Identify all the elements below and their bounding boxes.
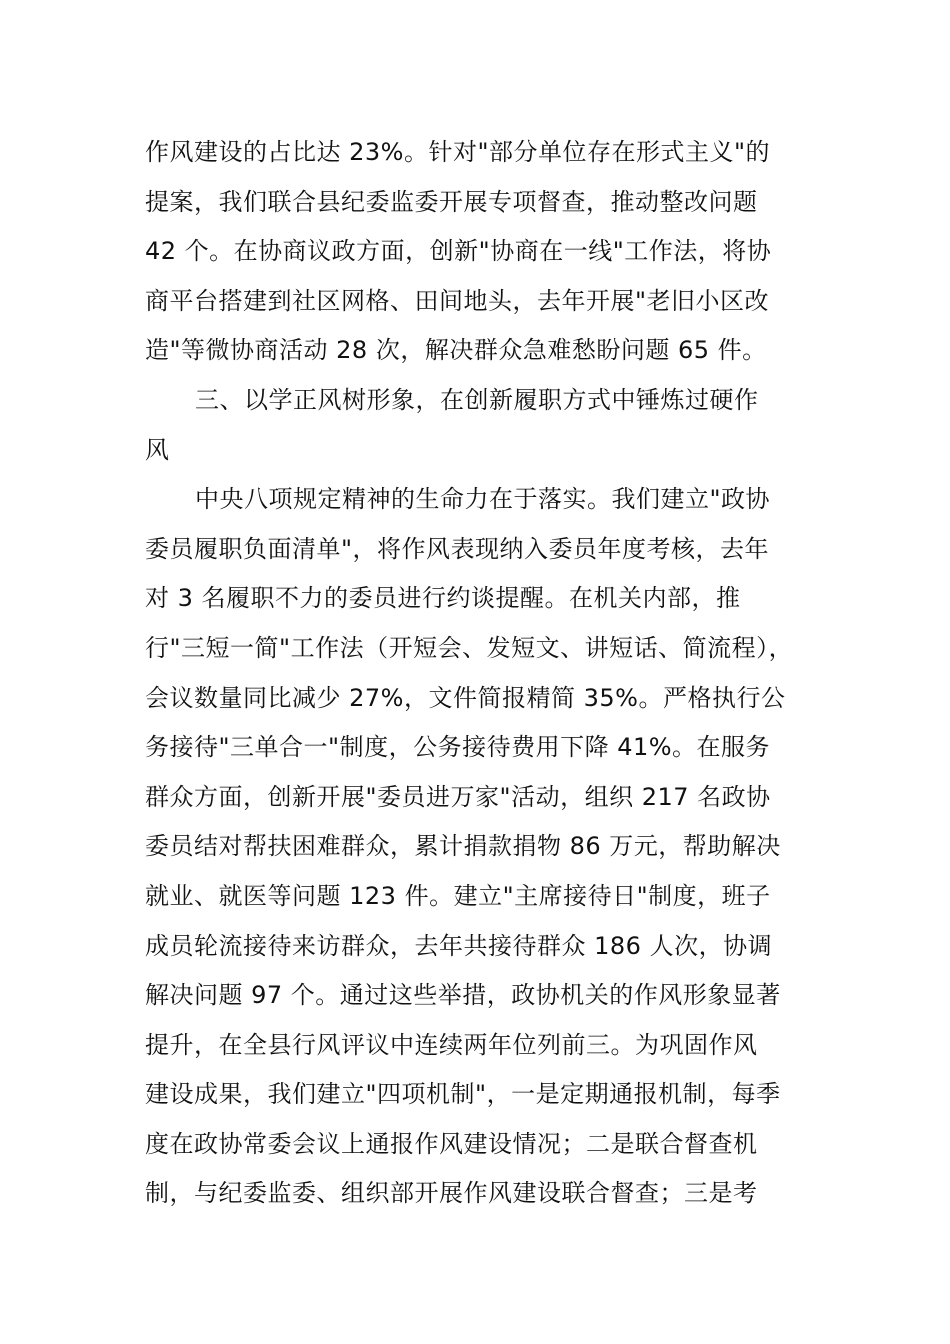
text-line: 会议数量同比减少 27%，文件简报精简 35%。严格执行公 <box>145 683 786 712</box>
text-line: 委员履职负面清单"，将作风表现纳入委员年度考核，去年 <box>145 534 770 563</box>
text-line: 务接待"三单合一"制度，公务接待费用下降 41%。在服务 <box>145 733 771 762</box>
text-line: 度在政协常委会议上通报作风建设情况；二是联合督查机 <box>145 1129 758 1158</box>
text-line: 提案，我们联合县纪委监委开展专项督查，推动整改问题 <box>145 187 758 216</box>
section-heading: 三、以学正风树形象，在创新履职方式中锤炼过硬作 <box>195 385 759 414</box>
text-line: 造"等微协商活动 28 次，解决群众急难愁盼问题 65 件。 <box>145 336 767 365</box>
paragraph-start: 中央八项规定精神的生命力在于落实。我们建立"政协 <box>195 485 771 514</box>
text-line: 就业、就医等问题 123 件。建立"主席接待日"制度，班子 <box>145 881 771 910</box>
text-line: 建设成果，我们建立"四项机制"，一是定期通报机制，每季 <box>145 1080 781 1109</box>
body-text <box>145 128 825 1219</box>
section-heading-continuation: 风 <box>145 435 170 464</box>
text-line: 提升，在全县行风评议中连续两年位列前三。为巩固作风 <box>145 1030 758 1059</box>
text-line: 制，与纪委监委、组织部开展作风建设联合督查；三是考 <box>145 1179 758 1208</box>
text-line: 商平台搭建到社区网格、田间地头，去年开展"老旧小区改 <box>145 286 770 315</box>
text-line: 作风建设的占比达 23%。针对"部分单位存在形式主义"的 <box>145 138 771 166</box>
text-line: 行"三短一简"工作法（开短会、发短文、讲短话、简流程）， <box>145 633 794 662</box>
text-line: 解决问题 97 个。通过这些举措，政协机关的作风形象显著 <box>145 981 781 1010</box>
text-line: 委员结对帮扶困难群众，累计捐款捐物 86 万元，帮助解决 <box>145 832 781 861</box>
text-line: 对 3 名履职不力的委员进行约谈提醒。在机关内部，推 <box>145 584 741 613</box>
text-line: 42 个。在协商议政方面，创新"协商在一线"工作法，将协 <box>145 237 772 266</box>
text-line: 群众方面，创新开展"委员进万家"活动，组织 217 名政协 <box>145 782 771 811</box>
text-line: 成员轮流接待来访群众，去年共接待群众 186 人次，协调 <box>145 931 773 960</box>
